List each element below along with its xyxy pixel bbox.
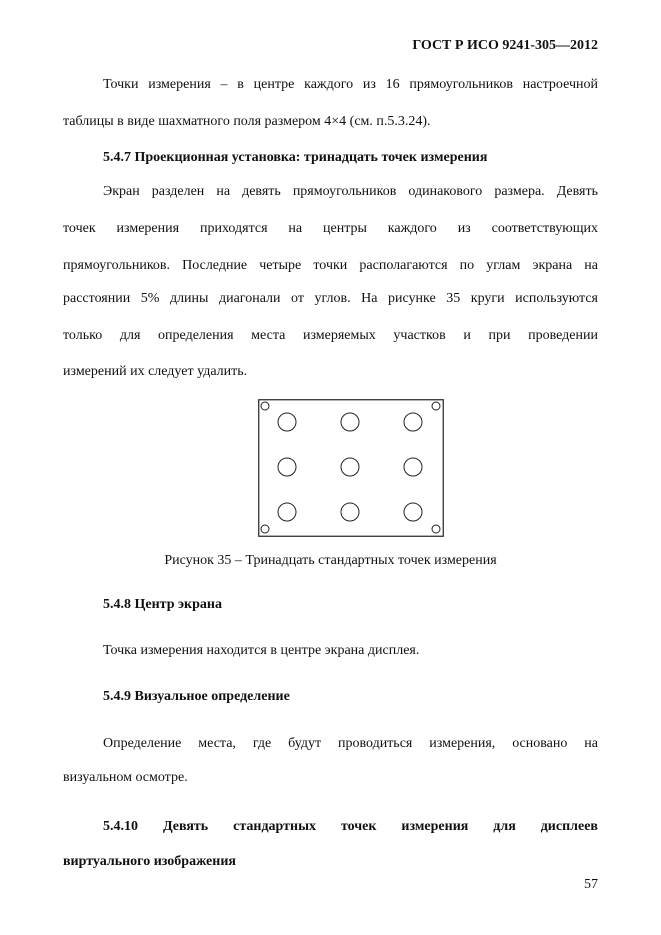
corner-point-bottom-left (261, 525, 269, 533)
center-point-r1c1 (278, 413, 296, 431)
center-point-r1c3 (404, 413, 422, 431)
screen-frame (259, 400, 444, 537)
corner-point-bottom-right (432, 525, 440, 533)
center-point-r2c1 (278, 458, 296, 476)
section-heading-5-4-7: 5.4.7 Проекционная установка: тринадцать точек измерения (103, 150, 488, 165)
measurement-points-figure (258, 399, 444, 537)
paragraph-line: расстоянии 5% длины диагонали от углов. На рисунке 35 круги используются (63, 291, 598, 306)
paragraph-line: таблицы в виде шахматного поля размером 4×4 (см. п.5.3.24). (63, 114, 431, 129)
section-heading-5-4-8: 5.4.8 Центр экрана (103, 597, 222, 612)
paragraph-line: точек измерения приходятся на центры каждого из соответствующих (63, 221, 598, 236)
center-point-r3c2 (341, 503, 359, 521)
paragraph-line: прямоугольников. Последние четыре точки располагаются по углам экрана на (63, 258, 598, 273)
section-heading-5-4-10: 5.4.10 Девять стандартных точек измерения для дисплеев (103, 819, 598, 834)
center-point-r3c1 (278, 503, 296, 521)
section-heading-5-4-10-cont: виртуального изображения (63, 854, 236, 869)
center-point-r1c2 (341, 413, 359, 431)
standard-header: ГОСТ Р ИСО 9241-305—2012 (412, 38, 598, 53)
paragraph-line: только для определения места измеряемых участков и при проведении (63, 328, 598, 343)
paragraph-line: визуальном осмотре. (63, 770, 188, 785)
figure-caption: Рисунок 35 – Тринадцать стандартных точек измерения (164, 553, 497, 568)
corner-point-top-left (261, 402, 269, 410)
section-heading-5-4-9: 5.4.9 Визуальное определение (103, 689, 290, 704)
paragraph-line: Точка измерения находится в центре экрана дисплея. (103, 643, 420, 658)
paragraph-line: измерений их следует удалить. (63, 364, 248, 379)
paragraph-line: Точки измерения – в центре каждого из 16 прямоугольников настроечной (103, 77, 598, 92)
center-point-r2c2 (341, 458, 359, 476)
page-number: 57 (584, 877, 598, 892)
corner-point-top-right (432, 402, 440, 410)
paragraph-line: Определение места, где будут проводиться измерения, основано на (103, 736, 598, 751)
center-point-r2c3 (404, 458, 422, 476)
paragraph-line: Экран разделен на девять прямоугольников одинакового размера. Девять (103, 184, 598, 199)
center-point-r3c3 (404, 503, 422, 521)
